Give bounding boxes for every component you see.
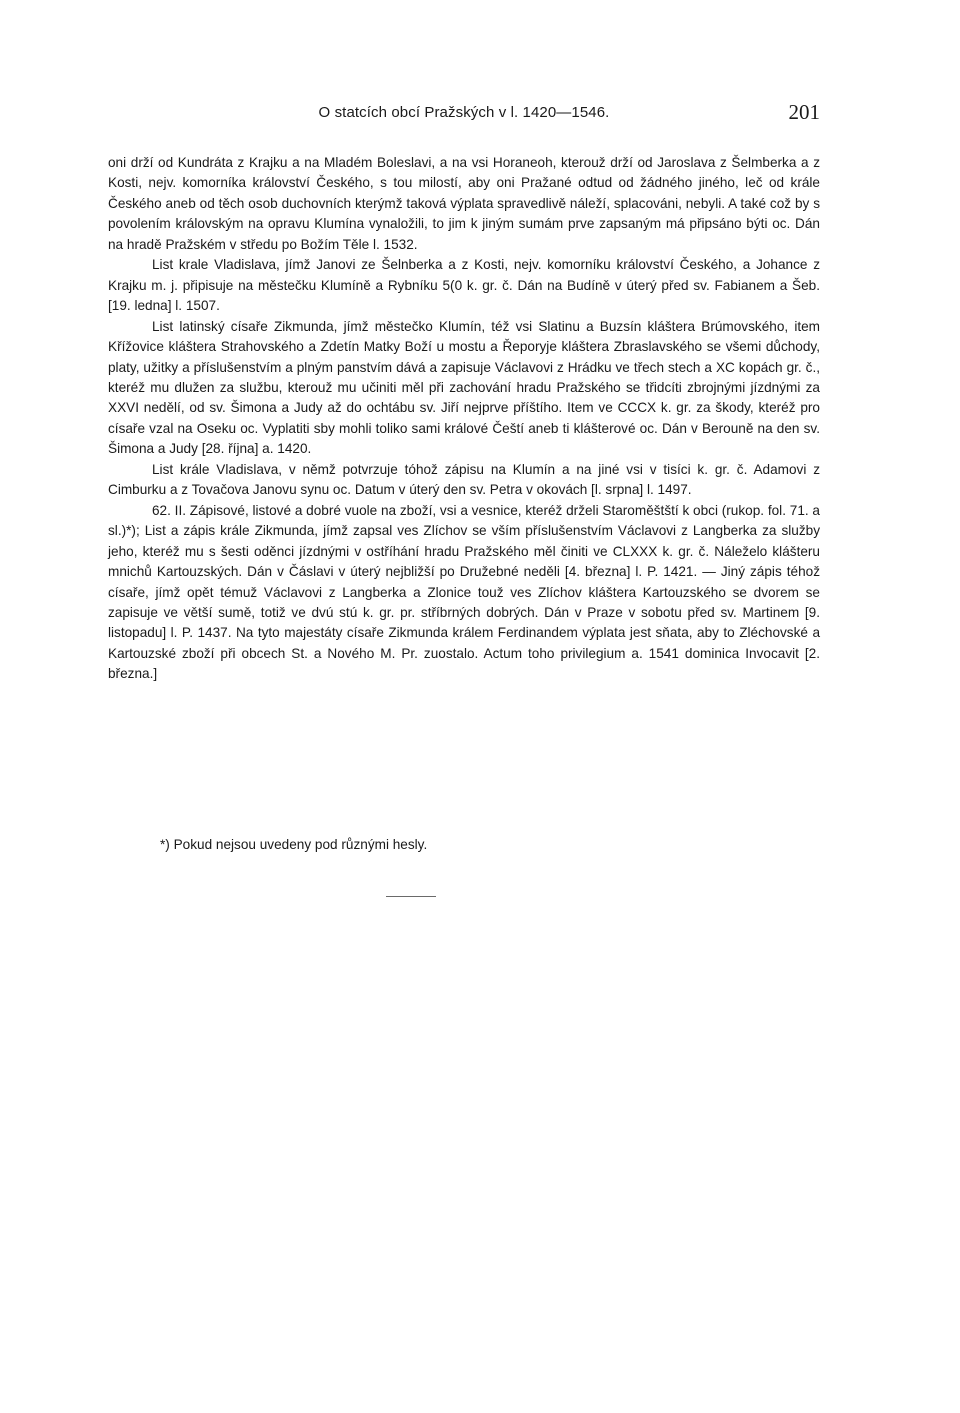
footnote-divider: [386, 896, 436, 897]
page-number: 201: [788, 100, 820, 124]
running-title: O statcích obcí Pražských v l. 1420—1546.: [318, 104, 610, 121]
paragraph-3: List latinský císaře Zikmunda, jímž městečko Klumín, též vsi Slatinu a Buzsín kláštera Brúmovského, item Křížovice kláštera Strahovského a Zdetín Matky Boží u mostu a Řeporyje kláštera Zbraslavského se všemi důchody, platy, užitky a příslušenstvím a plným panstvím dává a zapisuje Václavovi z Hrádku ve třech stech a XC kopách gr. č., kteréž mu dlužen za službu, kterouž mu učiniti měl při zachování hradu Pražského se třidcíti zbrojnými jízdnými za XXVI nedělí, od sv. Šimona a Judy až do ochtábu sv. Jiří nejprve příštího. Item ve CCCX k. gr. za škody, kteréž pro císaře vzal na Oseku oc. Vyplatiti sby mohli toliko sami králové Čeští aneb ti klášterové oc. Dán v Berouně na den sv. Šimona a Judy [28. října] a. 1420.: [108, 318, 820, 457]
paragraph-4: List krále Vladislava, v němž potvrzuje tóhož zápisu na Klumín a na jiné vsi v tisíci k. gr. č. Adamovi z Cimburku a z Tovačova Janovu synu oc. Datum v úterý den sv. Petra v okovách [l. srpna] l. 1497.: [108, 461, 820, 498]
paragraph-1: oni drží od Kundráta z Krajku a na Mladém Boleslavi, a na vsi Horaneoh, kterouž drží od Jaroslava z Šelmberka a z Kosti, nejv. komorníka království Českého, s tou milostí, aby oni Pražané odtud od žádného jiného, leč od krále Českého aneb od těch osob duchovních kterýmž taková výplata spravedlivě náleží, splacováni, nebyli. A také což by s povolením královským na opravu Klumína vynaložili, to jim k jiným sumám prve zapsaným má připsáno býti oc. Dán na hradě Pražském v středu po Božím Těle l. 1532.: [108, 155, 820, 252]
paragraph-2: List krale Vladislava, jímž Janovi ze Šelnberka a z Kosti, nejv. komorníku království Českého, a Johance z Krajku m. j. připisuje na městečku Klumíně a Rybníku 5(0 k. gr. č. Dán na Budíně v úterý před sv. Fabianem a Šeb. [19. ledna] l. 1507.: [108, 257, 820, 314]
paragraph-5: 62. II. Zápisové, listové a dobré vuole na zboží, vsi a vesnice, kteréž drželi Staroměštští k obci (rukop. fol. 71. a sl.)*); List a zápis krále Zikmunda, jímž zapsal ves Zlíchov se vším příslušenstvím Václavovi z Langberka za služby jeho, kteréž mu s šesti oděnci jízdnými v ostříhání hradu Pražského měl činiti ve CLXXX k. gr. č. Náleželo klášteru mnichů Kartouzských. Dán v Čáslavi v úterý nejbližší po Družebné neděli [4. března] l. P. 1421. — Jiný zápis téhož císaře, jímž opět témuž Václavovi z Langberka a Zlonice touž ves Zlíchov kláštera Kartouzského se dvorem se zapisuje ve větší sumě, totiž ve dvú stú k. gr. pr. stříbrných dobrých. Dán v Praze v sobotu před sv. Martinem [9. listopadu] l. P. 1437. Na tyto majestáty císaře Zikmunda králem Ferdinandem výplata jest sňata, aby to Zléchovské a Kartouzské zboží při obcech St. a Nového M. Pr. zuostalo. Actum toho privilegium a. 1541 dominica Invocavit [2. března.]: [108, 502, 820, 682]
footnote: *) Pokud nejsou uvedeny pod různými hesly.: [160, 837, 428, 852]
body-text: [108, 153, 820, 685]
running-head: [108, 100, 820, 130]
